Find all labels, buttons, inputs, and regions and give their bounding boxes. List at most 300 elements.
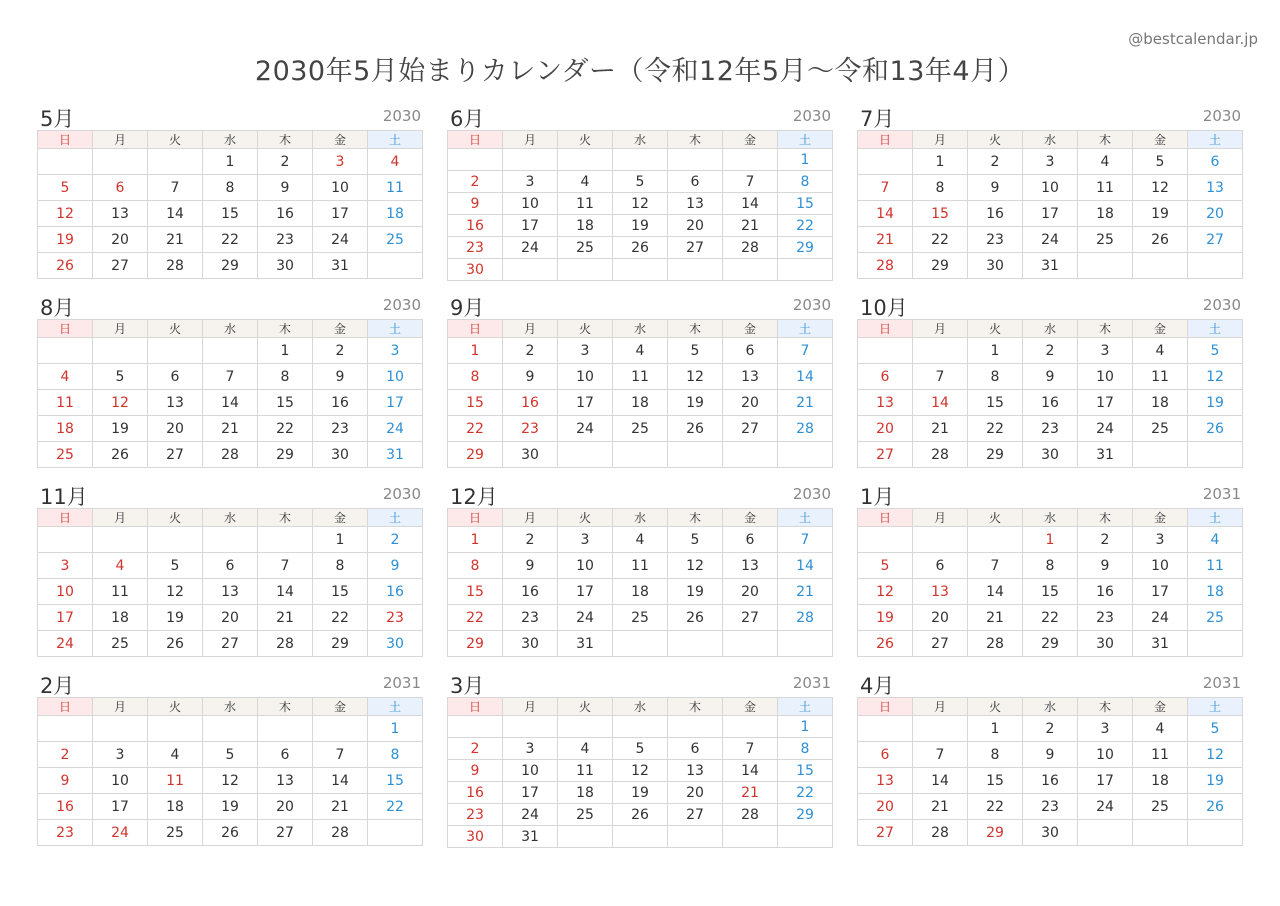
day-cell: 20 — [723, 390, 778, 416]
week-row — [38, 631, 423, 657]
day-cell: 22 — [448, 416, 503, 442]
day-cell: 20 — [913, 605, 968, 631]
day-cell: 25 — [613, 416, 668, 442]
empty-cell — [1188, 253, 1243, 279]
week-row — [858, 442, 1243, 468]
month-table — [37, 508, 423, 657]
day-cell: 17 — [93, 794, 148, 820]
week-row — [38, 416, 423, 442]
month-name: 3月 — [450, 674, 485, 698]
day-cell: 11 — [1078, 175, 1133, 201]
week-row — [38, 201, 423, 227]
day-cell: 28 — [723, 237, 778, 259]
day-cell: 25 — [38, 442, 93, 468]
weekday-header: 金 — [313, 698, 368, 716]
day-cell: 24 — [503, 237, 558, 259]
weekday-header: 月 — [913, 320, 968, 338]
day-cell: 5 — [1188, 716, 1243, 742]
week-row — [858, 553, 1243, 579]
week-row — [858, 768, 1243, 794]
weekday-header: 木 — [258, 509, 313, 527]
empty-cell — [448, 149, 503, 171]
month-header — [447, 486, 833, 508]
day-cell: 2 — [448, 171, 503, 193]
week-row — [448, 171, 833, 193]
day-cell: 4 — [93, 553, 148, 579]
day-cell: 3 — [503, 738, 558, 760]
day-cell: 29 — [968, 820, 1023, 846]
day-cell: 19 — [1133, 201, 1188, 227]
day-cell: 20 — [723, 579, 778, 605]
weekday-header: 日 — [448, 698, 503, 716]
week-row — [858, 338, 1243, 364]
day-cell: 27 — [258, 820, 313, 846]
empty-cell — [913, 527, 968, 553]
day-cell: 6 — [723, 338, 778, 364]
day-cell: 28 — [258, 631, 313, 657]
day-cell: 8 — [778, 171, 833, 193]
empty-cell — [968, 527, 1023, 553]
day-cell: 22 — [203, 227, 258, 253]
day-cell: 5 — [858, 553, 913, 579]
day-cell: 1 — [1023, 527, 1078, 553]
day-cell: 22 — [968, 794, 1023, 820]
day-cell: 8 — [203, 175, 258, 201]
day-cell: 12 — [613, 193, 668, 215]
empty-cell — [313, 716, 368, 742]
empty-cell — [368, 820, 423, 846]
weekday-header: 水 — [1023, 320, 1078, 338]
empty-cell — [668, 259, 723, 281]
day-cell: 9 — [313, 364, 368, 390]
day-cell: 2 — [1023, 338, 1078, 364]
empty-cell — [93, 527, 148, 553]
day-cell: 16 — [38, 794, 93, 820]
month-table — [37, 697, 423, 846]
month-table — [447, 508, 833, 657]
weekday-header: 金 — [723, 131, 778, 149]
day-cell: 4 — [1133, 338, 1188, 364]
day-cell: 20 — [148, 416, 203, 442]
weekday-header: 土 — [1188, 698, 1243, 716]
day-cell: 19 — [613, 215, 668, 237]
day-cell: 2 — [38, 742, 93, 768]
day-cell: 15 — [448, 579, 503, 605]
week-row — [38, 149, 423, 175]
weekday-header: 水 — [1023, 509, 1078, 527]
empty-cell — [148, 149, 203, 175]
empty-cell — [1133, 820, 1188, 846]
day-cell: 24 — [93, 820, 148, 846]
day-cell: 24 — [38, 631, 93, 657]
weekday-header: 日 — [38, 509, 93, 527]
day-cell: 18 — [613, 579, 668, 605]
week-row — [858, 390, 1243, 416]
day-cell: 6 — [668, 738, 723, 760]
day-cell: 7 — [313, 742, 368, 768]
empty-cell — [558, 149, 613, 171]
day-cell: 7 — [913, 364, 968, 390]
day-cell: 10 — [503, 193, 558, 215]
weekday-header: 木 — [668, 320, 723, 338]
day-cell: 4 — [558, 738, 613, 760]
day-cell: 25 — [1133, 416, 1188, 442]
weekday-header: 金 — [1133, 509, 1188, 527]
day-cell: 6 — [93, 175, 148, 201]
day-cell: 15 — [778, 760, 833, 782]
day-cell: 21 — [913, 794, 968, 820]
weekday-header: 火 — [558, 509, 613, 527]
week-row — [448, 760, 833, 782]
empty-cell — [1188, 442, 1243, 468]
weekday-header: 日 — [448, 320, 503, 338]
day-cell: 26 — [1133, 227, 1188, 253]
month-name: 5月 — [40, 107, 75, 131]
day-cell: 8 — [913, 175, 968, 201]
weekday-header: 金 — [723, 320, 778, 338]
empty-cell — [203, 338, 258, 364]
empty-cell — [723, 259, 778, 281]
weekday-header: 木 — [258, 698, 313, 716]
day-cell: 26 — [613, 237, 668, 259]
day-cell: 7 — [858, 175, 913, 201]
day-cell: 30 — [448, 826, 503, 848]
day-cell: 3 — [1078, 716, 1133, 742]
day-cell: 28 — [968, 631, 1023, 657]
day-cell: 2 — [503, 338, 558, 364]
day-cell: 14 — [723, 193, 778, 215]
day-cell: 23 — [503, 416, 558, 442]
day-cell: 21 — [258, 605, 313, 631]
day-cell: 9 — [368, 553, 423, 579]
day-cell: 19 — [148, 605, 203, 631]
day-cell: 8 — [778, 738, 833, 760]
day-cell: 3 — [1023, 149, 1078, 175]
weekday-header: 日 — [38, 698, 93, 716]
weekday-header: 土 — [778, 509, 833, 527]
day-cell: 22 — [448, 605, 503, 631]
empty-cell — [858, 149, 913, 175]
day-cell: 7 — [258, 553, 313, 579]
weekday-header: 月 — [913, 698, 968, 716]
day-cell: 22 — [1023, 605, 1078, 631]
day-cell: 3 — [368, 338, 423, 364]
empty-cell — [93, 716, 148, 742]
day-cell: 20 — [668, 215, 723, 237]
day-cell: 16 — [968, 201, 1023, 227]
empty-cell — [503, 149, 558, 171]
month-year: 2030 — [382, 296, 421, 314]
weekday-header: 水 — [613, 320, 668, 338]
weekday-header: 金 — [1133, 320, 1188, 338]
day-cell: 17 — [368, 390, 423, 416]
day-cell: 25 — [558, 237, 613, 259]
day-cell: 20 — [1188, 201, 1243, 227]
day-cell: 28 — [778, 605, 833, 631]
weekday-header: 木 — [258, 320, 313, 338]
day-cell: 19 — [93, 416, 148, 442]
day-cell: 2 — [313, 338, 368, 364]
day-cell: 1 — [968, 338, 1023, 364]
day-cell: 4 — [1188, 527, 1243, 553]
day-cell: 20 — [203, 605, 258, 631]
week-row — [858, 742, 1243, 768]
day-cell: 1 — [778, 716, 833, 738]
day-cell: 8 — [968, 742, 1023, 768]
day-cell: 9 — [258, 175, 313, 201]
day-cell: 4 — [38, 364, 93, 390]
month-name: 9月 — [450, 296, 485, 320]
day-cell: 18 — [558, 782, 613, 804]
empty-cell — [38, 716, 93, 742]
empty-cell — [38, 338, 93, 364]
day-cell: 28 — [913, 442, 968, 468]
week-row — [448, 364, 833, 390]
day-cell: 25 — [93, 631, 148, 657]
day-cell: 12 — [1133, 175, 1188, 201]
day-cell: 28 — [203, 442, 258, 468]
empty-cell — [668, 149, 723, 171]
empty-cell — [148, 716, 203, 742]
day-cell: 28 — [778, 416, 833, 442]
day-cell: 5 — [38, 175, 93, 201]
day-cell: 7 — [968, 553, 1023, 579]
day-cell: 16 — [448, 215, 503, 237]
day-cell: 11 — [558, 193, 613, 215]
empty-cell — [1133, 442, 1188, 468]
day-cell: 17 — [1078, 768, 1133, 794]
day-cell: 4 — [613, 338, 668, 364]
day-cell: 9 — [968, 175, 1023, 201]
day-cell: 29 — [313, 631, 368, 657]
day-cell: 19 — [668, 390, 723, 416]
week-row — [858, 631, 1243, 657]
weekday-header: 水 — [1023, 131, 1078, 149]
day-cell: 25 — [558, 804, 613, 826]
weekday-header: 月 — [913, 131, 968, 149]
day-cell: 18 — [558, 215, 613, 237]
week-row — [38, 227, 423, 253]
day-cell: 17 — [1133, 579, 1188, 605]
empty-cell — [723, 631, 778, 657]
week-row — [448, 782, 833, 804]
week-row — [858, 149, 1243, 175]
empty-cell — [723, 716, 778, 738]
week-row — [448, 215, 833, 237]
day-cell: 16 — [1023, 768, 1078, 794]
day-cell: 6 — [258, 742, 313, 768]
week-row — [858, 820, 1243, 846]
weekday-header: 月 — [93, 509, 148, 527]
day-cell: 11 — [1188, 553, 1243, 579]
empty-cell — [1188, 820, 1243, 846]
day-cell: 7 — [913, 742, 968, 768]
day-cell: 18 — [1133, 390, 1188, 416]
day-cell: 23 — [448, 804, 503, 826]
empty-cell — [503, 259, 558, 281]
weekday-header: 水 — [203, 131, 258, 149]
day-cell: 10 — [1023, 175, 1078, 201]
weekday-header: 木 — [668, 509, 723, 527]
day-cell: 31 — [313, 253, 368, 279]
day-cell: 5 — [93, 364, 148, 390]
month-header — [37, 297, 423, 319]
day-cell: 15 — [1023, 579, 1078, 605]
day-cell: 6 — [668, 171, 723, 193]
week-row — [448, 738, 833, 760]
day-cell: 16 — [1078, 579, 1133, 605]
weekday-header: 月 — [503, 131, 558, 149]
day-cell: 10 — [368, 364, 423, 390]
week-row — [858, 416, 1243, 442]
month-calendar — [857, 675, 1243, 846]
day-cell: 27 — [93, 253, 148, 279]
day-cell: 21 — [148, 227, 203, 253]
day-cell: 21 — [858, 227, 913, 253]
day-cell: 18 — [1188, 579, 1243, 605]
day-cell: 3 — [93, 742, 148, 768]
day-cell: 16 — [368, 579, 423, 605]
day-cell: 11 — [1133, 364, 1188, 390]
weekday-header: 土 — [1188, 509, 1243, 527]
empty-cell — [613, 716, 668, 738]
day-cell: 14 — [968, 579, 1023, 605]
empty-cell — [368, 253, 423, 279]
empty-cell — [858, 716, 913, 742]
day-cell: 18 — [368, 201, 423, 227]
month-table — [447, 130, 833, 281]
day-cell: 30 — [313, 442, 368, 468]
month-header — [857, 297, 1243, 319]
day-cell: 16 — [313, 390, 368, 416]
day-cell: 6 — [1188, 149, 1243, 175]
month-header — [857, 675, 1243, 697]
day-cell: 19 — [858, 605, 913, 631]
day-cell: 28 — [858, 253, 913, 279]
month-table — [857, 508, 1243, 657]
day-cell: 5 — [148, 553, 203, 579]
day-cell: 26 — [38, 253, 93, 279]
day-cell: 23 — [968, 227, 1023, 253]
week-row — [448, 259, 833, 281]
day-cell: 6 — [723, 527, 778, 553]
weekday-header: 木 — [1078, 698, 1133, 716]
day-cell: 14 — [313, 768, 368, 794]
day-cell: 24 — [313, 227, 368, 253]
week-row — [448, 338, 833, 364]
day-cell: 3 — [1078, 338, 1133, 364]
day-cell: 7 — [778, 527, 833, 553]
month-year: 2030 — [1202, 296, 1241, 314]
day-cell: 25 — [148, 820, 203, 846]
empty-cell — [38, 149, 93, 175]
day-cell: 18 — [1133, 768, 1188, 794]
weekday-header: 金 — [313, 131, 368, 149]
day-cell: 4 — [558, 171, 613, 193]
weekday-header: 月 — [503, 320, 558, 338]
day-cell: 23 — [1078, 605, 1133, 631]
day-cell: 26 — [668, 416, 723, 442]
day-cell: 24 — [1023, 227, 1078, 253]
day-cell: 16 — [448, 782, 503, 804]
day-cell: 10 — [38, 579, 93, 605]
day-cell: 31 — [1133, 631, 1188, 657]
empty-cell — [778, 826, 833, 848]
day-cell: 26 — [1188, 794, 1243, 820]
month-name: 7月 — [860, 107, 895, 131]
weekday-header: 月 — [503, 698, 558, 716]
month-year: 2030 — [382, 107, 421, 125]
day-cell: 10 — [1078, 742, 1133, 768]
month-table — [37, 319, 423, 468]
weekday-header: 日 — [448, 509, 503, 527]
weekday-header: 金 — [723, 509, 778, 527]
weekday-header: 火 — [148, 509, 203, 527]
day-cell: 26 — [93, 442, 148, 468]
empty-cell — [613, 259, 668, 281]
day-cell: 2 — [258, 149, 313, 175]
day-cell: 24 — [1078, 794, 1133, 820]
day-cell: 9 — [38, 768, 93, 794]
day-cell: 31 — [503, 826, 558, 848]
week-row — [858, 605, 1243, 631]
day-cell: 10 — [313, 175, 368, 201]
weekday-header: 金 — [313, 509, 368, 527]
empty-cell — [503, 716, 558, 738]
day-cell: 24 — [558, 605, 613, 631]
day-cell: 20 — [668, 782, 723, 804]
week-row — [448, 442, 833, 468]
day-cell: 13 — [203, 579, 258, 605]
day-cell: 31 — [1078, 442, 1133, 468]
day-cell: 10 — [1133, 553, 1188, 579]
day-cell: 21 — [723, 782, 778, 804]
day-cell: 25 — [368, 227, 423, 253]
weekday-header: 日 — [858, 320, 913, 338]
day-cell: 12 — [93, 390, 148, 416]
day-cell: 19 — [38, 227, 93, 253]
month-calendar — [857, 297, 1243, 468]
month-table — [857, 130, 1243, 279]
weekday-header: 火 — [558, 320, 613, 338]
week-row — [38, 390, 423, 416]
day-cell: 21 — [778, 579, 833, 605]
weekday-header: 火 — [148, 320, 203, 338]
day-cell: 27 — [858, 442, 913, 468]
weekday-header: 月 — [93, 320, 148, 338]
day-cell: 9 — [448, 193, 503, 215]
empty-cell — [258, 527, 313, 553]
empty-cell — [668, 716, 723, 738]
day-cell: 6 — [148, 364, 203, 390]
day-cell: 2 — [368, 527, 423, 553]
day-cell: 25 — [1133, 794, 1188, 820]
day-cell: 4 — [1133, 716, 1188, 742]
day-cell: 18 — [38, 416, 93, 442]
weekday-header: 木 — [1078, 320, 1133, 338]
day-cell: 12 — [1188, 742, 1243, 768]
month-name: 8月 — [40, 296, 75, 320]
day-cell: 13 — [723, 364, 778, 390]
day-cell: 19 — [668, 579, 723, 605]
empty-cell — [38, 527, 93, 553]
week-row — [448, 390, 833, 416]
day-cell: 17 — [1078, 390, 1133, 416]
day-cell: 22 — [778, 782, 833, 804]
week-row — [38, 742, 423, 768]
week-row — [858, 364, 1243, 390]
day-cell: 27 — [723, 605, 778, 631]
